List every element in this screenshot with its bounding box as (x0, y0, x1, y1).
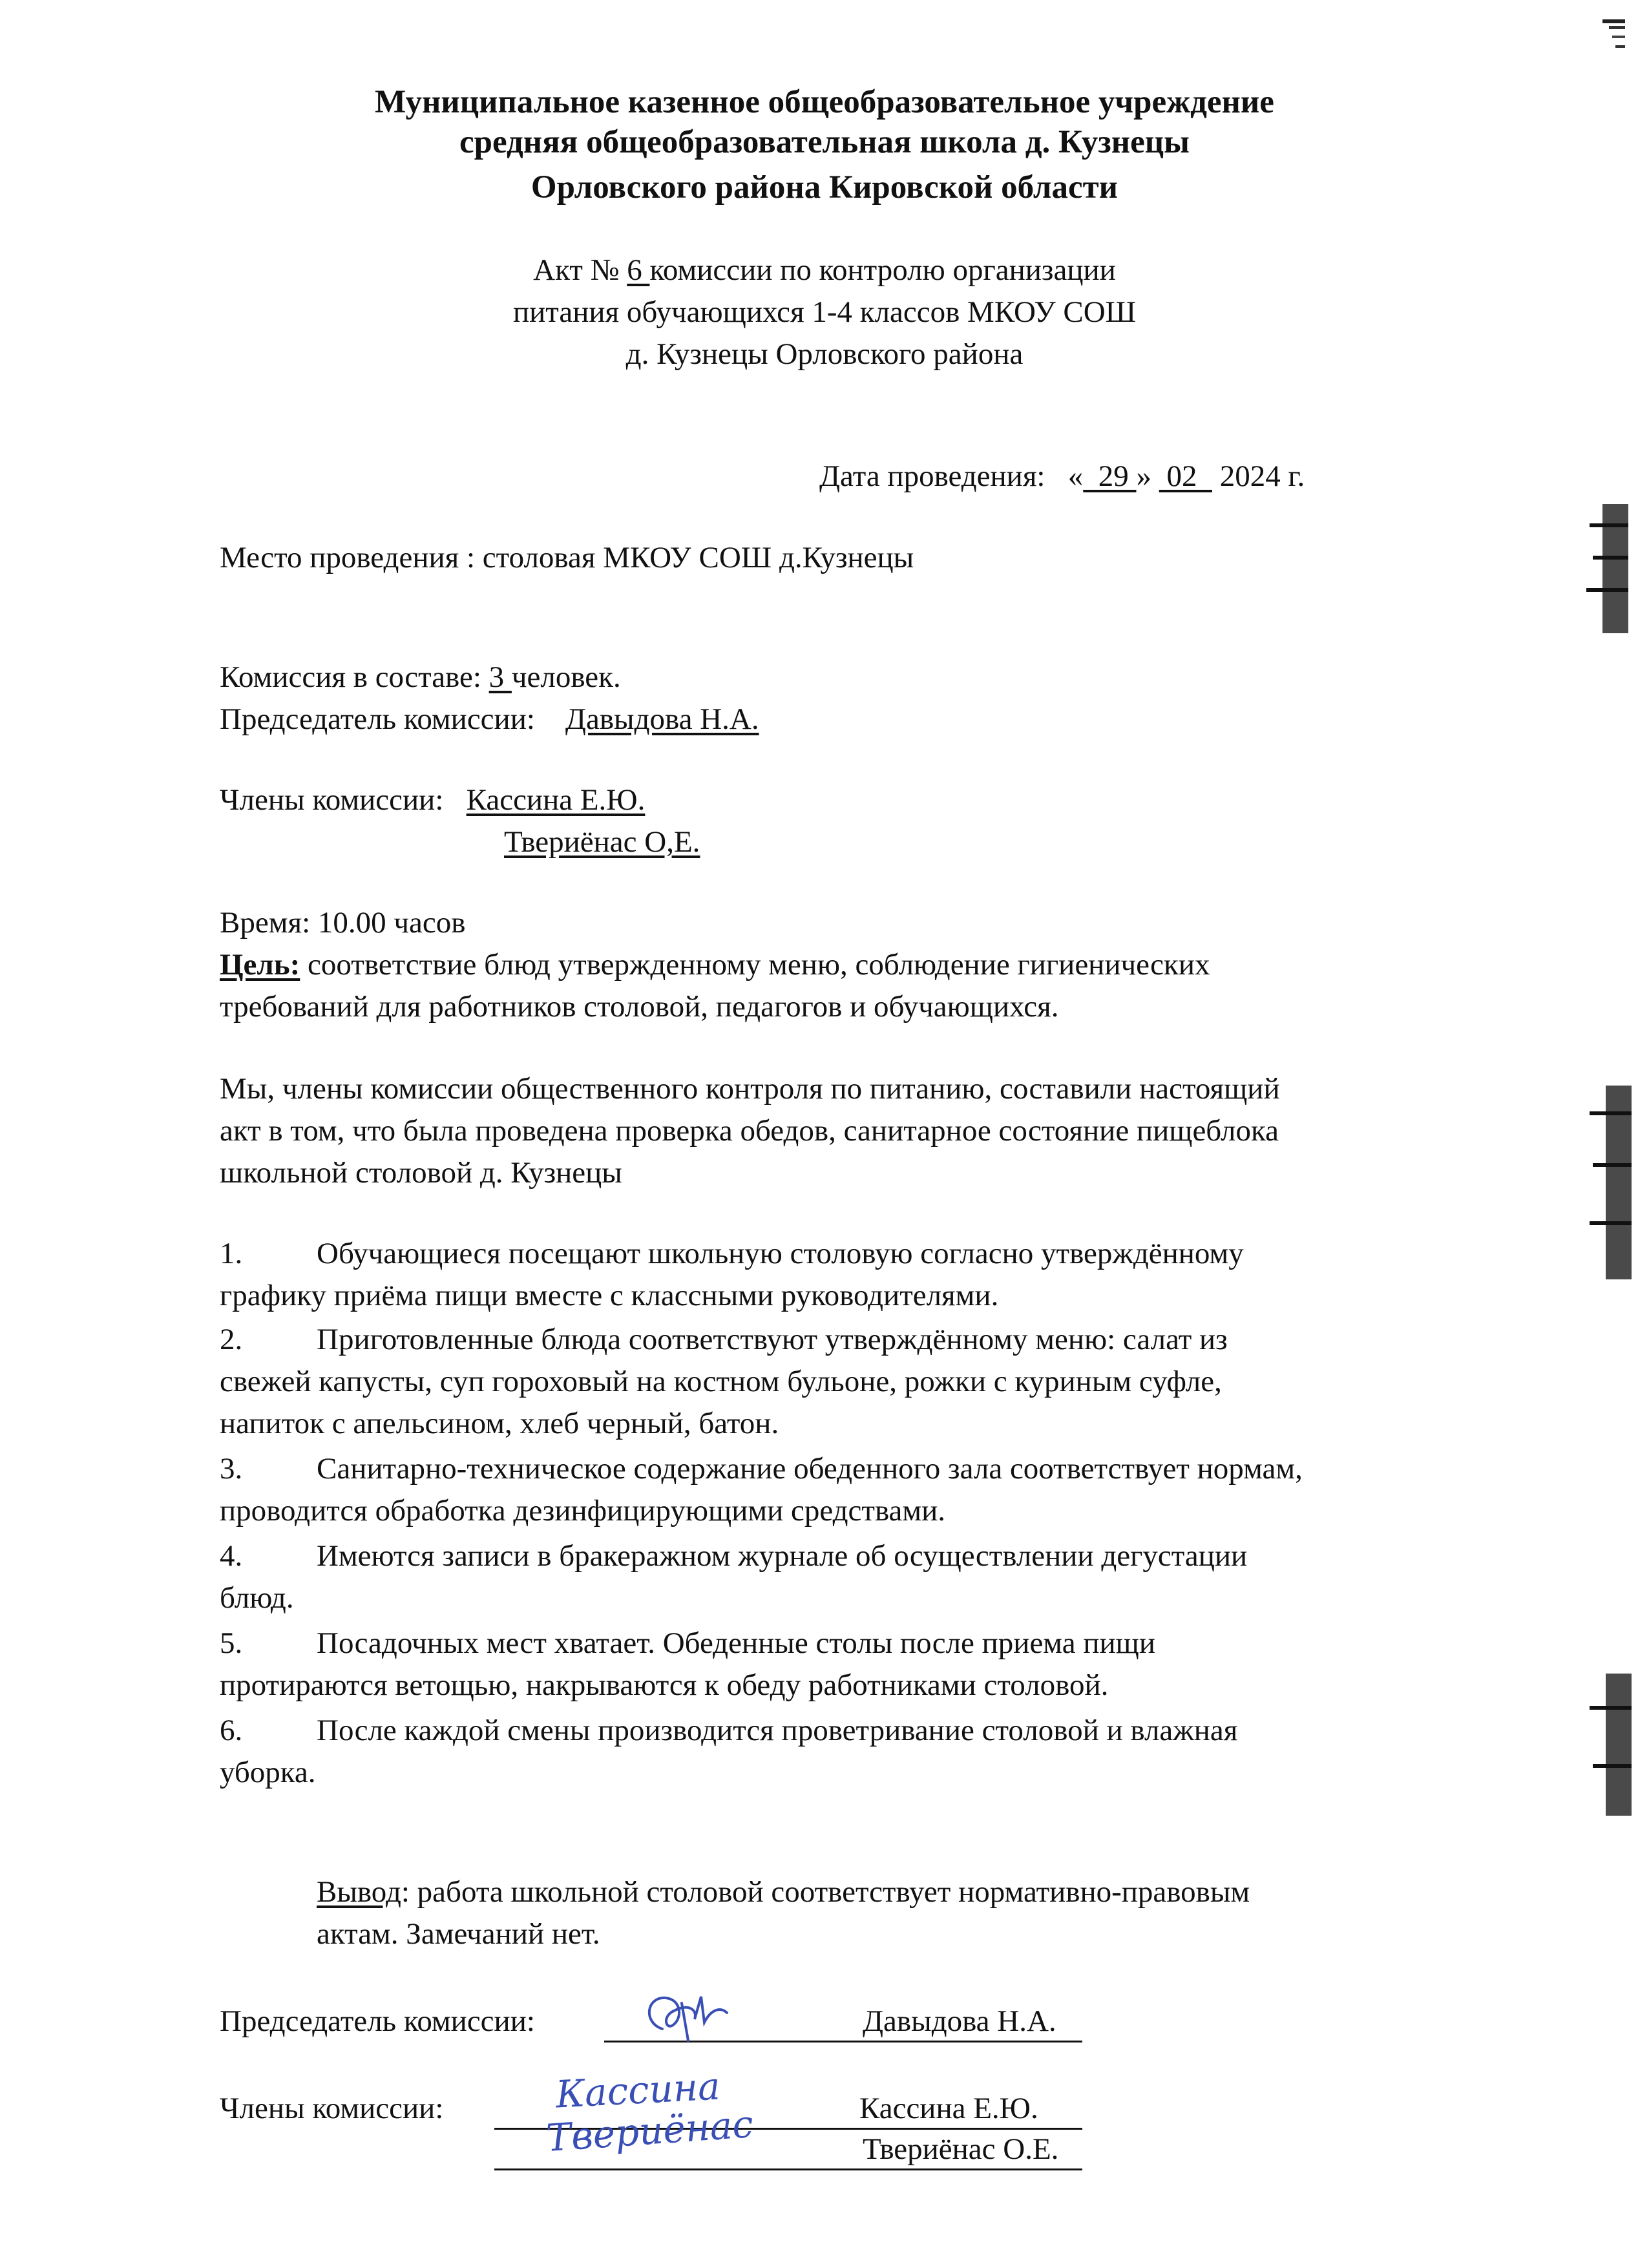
time-line: Время: 10.00 часов (220, 906, 466, 940)
place-line: Место проведения : столовая МКОУ СОШ д.Кузнецы (220, 541, 914, 574)
chair-line (220, 700, 759, 739)
act-number-prefix: Акт № (533, 253, 627, 287)
act-title-rest: комиссии по контролю организации (649, 253, 1116, 287)
act-number: 6 (627, 253, 650, 287)
intro-line1: Мы, члены комиссии общественного контроля по питанию, составили настоящий (220, 1072, 1280, 1106)
list-item-cont: уборка. (220, 1756, 316, 1789)
act-title-line1 (0, 251, 1649, 289)
conclusion-line1 (317, 1873, 1250, 1911)
list-item-number: 4. (220, 1539, 243, 1573)
scan-artifact-right-2 (1577, 1086, 1635, 1286)
list-item-number: 2. (220, 1323, 243, 1356)
list-item (220, 1711, 1237, 1750)
list-item-text: Посадочных мест хватает. Обеденные столы после приема пищи (317, 1626, 1155, 1660)
date-month: 02 (1159, 459, 1212, 493)
commission-size-label: Комиссия в составе: (220, 660, 489, 694)
member2-signature: Твериёнас (545, 2101, 755, 2161)
goal-line1 (220, 945, 1210, 984)
intro-line3: школьной столовой д. Кузнецы (220, 1156, 622, 1190)
commission-size-value: 3 (488, 660, 512, 694)
list-item (220, 1449, 1303, 1488)
sig-chair-label: Председатель комиссии: (220, 2004, 535, 2038)
members-line2 (504, 823, 700, 861)
chair-signature (636, 1984, 740, 2045)
chair-label: Председатель комиссии: (220, 702, 535, 736)
date-line (819, 457, 1305, 496)
org-name-line2: средняя общеобразовательная школа д. Кузнецы (459, 124, 1190, 160)
date-day: 29 (1083, 459, 1137, 493)
list-item (220, 1537, 1247, 1575)
goal-text1: соответствие блюд утвержденному меню, соблюдение гигиенических (300, 948, 1210, 982)
intro-line2: акт в том, что была проведена проверка обедов, санитарное состояние пищеблока (220, 1114, 1279, 1148)
members-line1 (220, 781, 645, 819)
list-item (220, 1234, 1244, 1273)
list-item-text: Санитарно-техническое содержание обеденного зала соответствует нормам, (317, 1452, 1303, 1486)
sig-chair-name: Давыдова Н.А. (863, 2004, 1056, 2038)
list-item-cont: напиток с апельсином, хлеб черный, батон. (220, 1407, 779, 1440)
act-title-line3: д. Кузнецы Орловского района (625, 337, 1024, 371)
member1-name: Кассина Е.Ю. (466, 783, 646, 817)
list-item-number: 5. (220, 1626, 243, 1660)
list-item-cont: протираются ветощью, накрываются к обеду работниками столовой. (220, 1668, 1109, 1702)
list-item (220, 1624, 1155, 1663)
act-title-line2: питания обучающихся 1-4 классов МКОУ СОШ (512, 295, 1137, 329)
commission-size-line (220, 658, 621, 697)
scan-artifact-right-1 (1577, 504, 1635, 640)
conclusion-label: Вывод (317, 1875, 401, 1909)
list-item-cont: проводится обработка дезинфицирующими средствами. (220, 1494, 946, 1528)
list-item-number: 6. (220, 1714, 243, 1747)
date-open-quote: « (1067, 459, 1084, 493)
sig-members-label: Члены комиссии: (220, 2092, 444, 2125)
chair-name: Давыдова Н.А. (565, 702, 759, 736)
members-label: Члены комиссии: (220, 783, 444, 817)
date-close-quote: » (1136, 459, 1151, 493)
sig-member2-line (494, 2168, 1082, 2170)
org-name-line3: Орловского района Кировской области (530, 169, 1119, 205)
member1-signature: Кассина (554, 2064, 722, 2117)
org-name-line1: Муниципальное казенное общеобразовательное учреждение (375, 84, 1274, 120)
goal-label: Цель: (220, 948, 300, 982)
goal-line2: требований для работников столовой, педагогов и обучающихся. (220, 990, 1059, 1024)
list-item-cont: блюд. (220, 1581, 294, 1615)
list-item-cont: свежей капусты, суп гороховый на костном бульоне, рожки с куриным суфле, (220, 1365, 1222, 1398)
list-item-number: 1. (220, 1237, 243, 1270)
list-item-text: После каждой смены производится проветривание столовой и влажная (317, 1714, 1238, 1747)
commission-size-suffix: человек. (511, 660, 621, 694)
sig-member1-name: Кассина Е.Ю. (859, 2092, 1038, 2125)
scan-artifact-right-3 (1577, 1674, 1635, 1822)
date-label: Дата проведения: (819, 459, 1045, 493)
list-item-text: Обучающиеся посещают школьную столовую согласно утверждённому (317, 1237, 1244, 1270)
conclusion-line2: актам. Замечаний нет. (317, 1917, 600, 1951)
list-item-text: Имеются записи в бракеражном журнале об осуществлении дегустации (317, 1539, 1248, 1573)
date-year: 2024 г. (1219, 459, 1305, 493)
member2-name: Твериёнас О,Е. (504, 825, 700, 859)
scan-artifact-top (1564, 13, 1628, 65)
list-item (220, 1320, 1228, 1359)
conclusion-text1: : работа школьной столовой соответствует нормативно-правовым (401, 1875, 1250, 1909)
list-item-text: Приготовленные блюда соответствуют утверждённому меню: салат из (317, 1323, 1228, 1356)
list-item-cont: графику приёма пищи вместе с классными руководителями. (220, 1279, 999, 1312)
list-item-number: 3. (220, 1452, 243, 1486)
sig-member2-name: Твериёнас О.Е. (863, 2132, 1059, 2166)
